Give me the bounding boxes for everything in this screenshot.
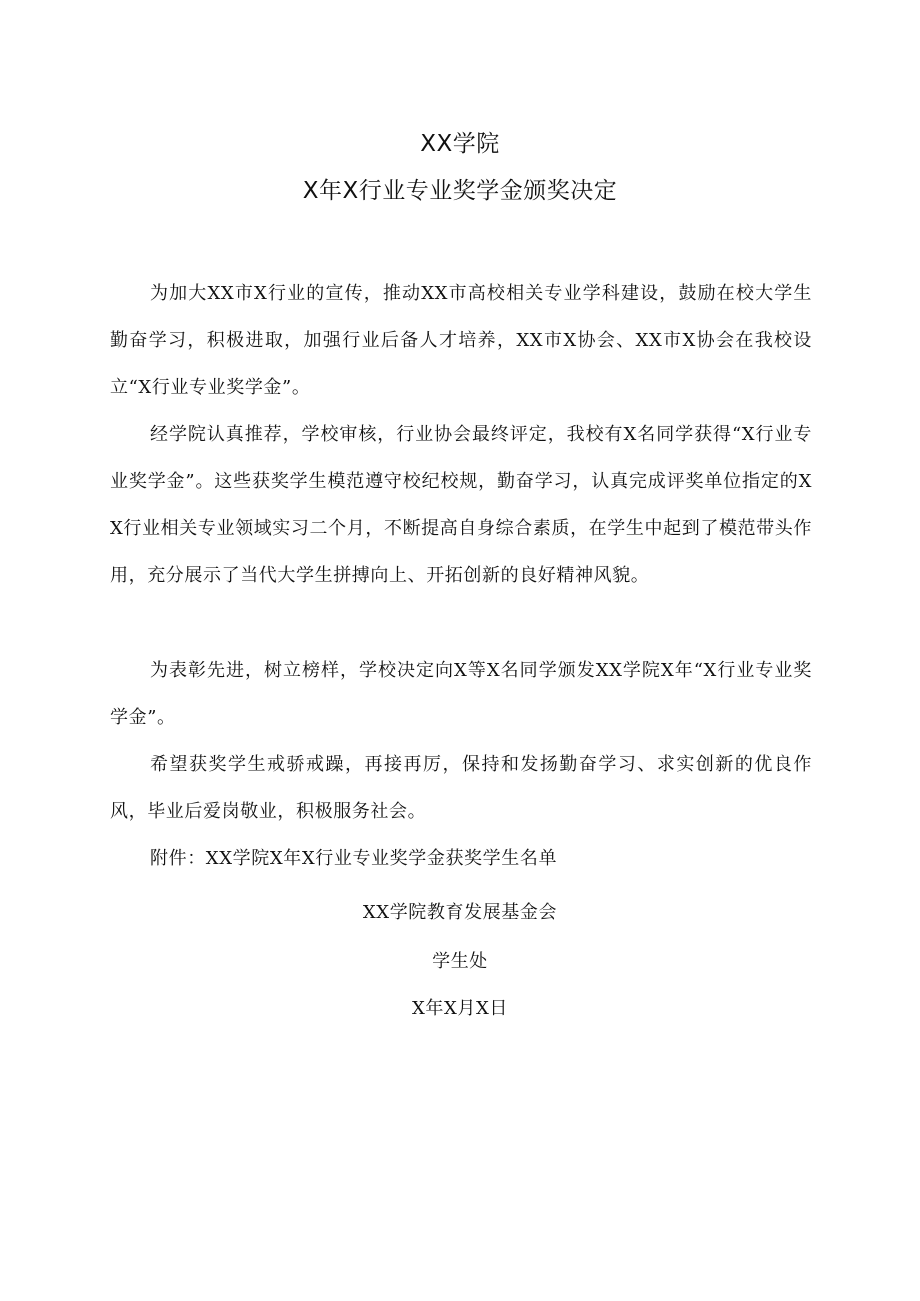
signature-date: X年X月X日 bbox=[411, 998, 509, 1019]
signature-organization: XX学院教育发展基金会 bbox=[362, 902, 558, 923]
paragraph-selection: 经学院认真推荐，学校审核，行业协会最终评定，我校有X名同学获得“X行业专业奖学金”。这些获奖学生模范遵守校纪校规，勤奋学习，认真完成评奖单位指定的XX行业相关专业领域实习二个月，不断提高自身综合素质，在学生中起到了模范带头作用，充分展示了当代大学生拼搏向上、开拓创新的良好精神风貌。 bbox=[110, 424, 812, 586]
document-title-decision: X年X行业专业奖学金颁奖决定 bbox=[302, 178, 618, 204]
paragraph-background: 为加大XX市X行业的宣传，推动XX市高校相关专业学科建设，鼓励在校大学生勤奋学习，积极进取，加强行业后备人才培养，XX市X协会、XX市X协会在我校设立“X行业专业奖学金”。 bbox=[110, 283, 812, 398]
document-title-institution: XX学院 bbox=[420, 131, 500, 157]
paragraph-expectation: 希望获奖学生戒骄戒躁，再接再厉，保持和发扬勤奋学习、求实创新的优良作风，毕业后爱岗敬业，积极服务社会。 bbox=[110, 754, 812, 822]
attachment-line: 附件：XX学院X年X行业专业奖学金获奖学生名单 bbox=[150, 848, 558, 869]
paragraph-award: 为表彰先进，树立榜样，学校决定向X等X名同学颁发XX学院X年“X行业专业奖学金”。 bbox=[110, 660, 812, 728]
signature-department: 学生处 bbox=[432, 951, 488, 972]
